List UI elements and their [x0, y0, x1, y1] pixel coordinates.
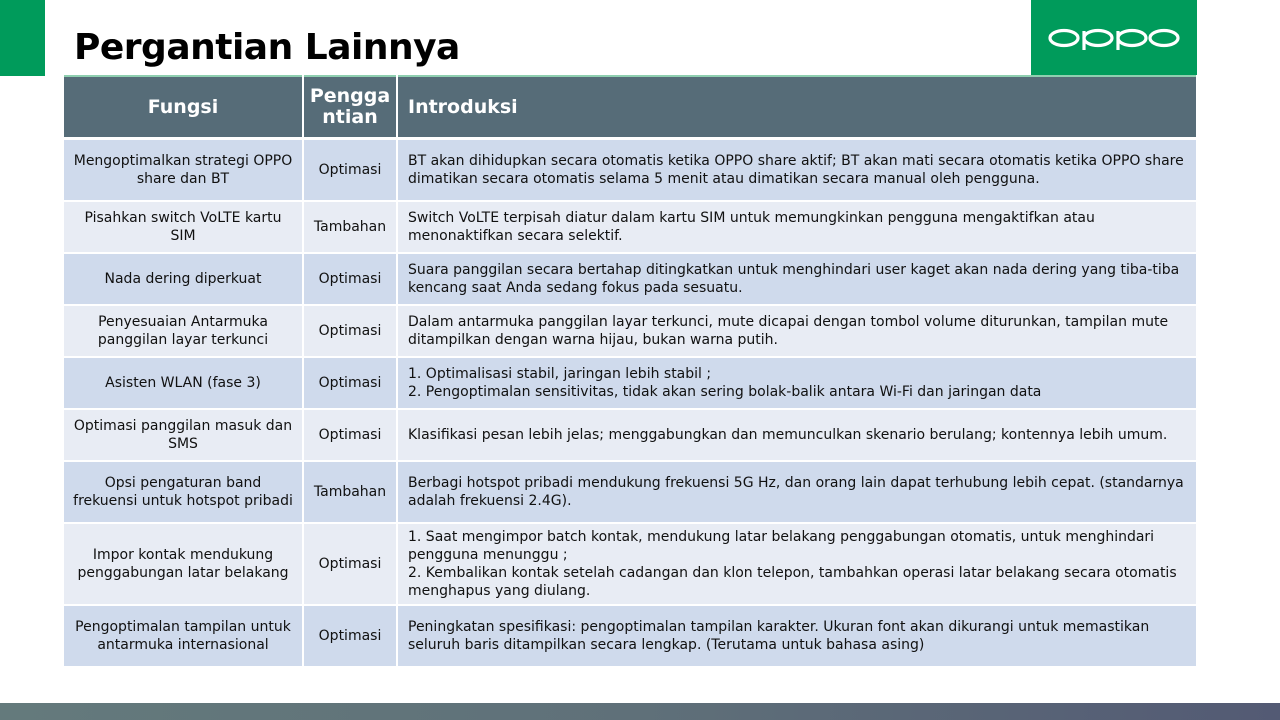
cell-introduksi [397, 305, 1196, 357]
cell-penggantian: Optimasi [303, 605, 397, 667]
intro-line: Peningkatan spesifikasi: pengoptimalan tampilan karakter. Ukuran font akan dikurangi untuk memastikan seluruh baris ditampilkan secara lengkap. (Terutama untuk bahasa asing) [408, 619, 1150, 653]
cell-introduksi [397, 253, 1196, 305]
cell-introduksi [397, 605, 1196, 667]
table-row [64, 461, 1196, 523]
page-title: Pergantian Lainnya [74, 27, 460, 68]
intro-line: 2. Kembalikan kontak setelah cadangan dan klon telepon, tambahkan operasi latar belakang secara otomatis menghapus yang diulang. [408, 565, 1177, 599]
cell-penggantian: Optimasi [303, 305, 397, 357]
changes-table [64, 75, 1196, 668]
cell-fungsi: Asisten WLAN (fase 3) [64, 357, 303, 409]
table-row [64, 409, 1196, 461]
header-penggantian-line-1: Pengga [309, 85, 391, 107]
cell-fungsi: Optimasi panggilan masuk dan SMS [64, 409, 303, 461]
table-row [64, 253, 1196, 305]
intro-line: Suara panggilan secara bertahap ditingkatkan untuk menghindari user kaget akan nada dering yang tiba-tiba kencang saat Anda sedang fokus pada sesuatu. [408, 262, 1180, 296]
intro-line: 2. Pengoptimalan sensitivitas, tidak akan sering bolak-balik antara Wi-Fi dan jaringan data [408, 384, 1042, 400]
header-penggantian-line-2: ntian [322, 106, 378, 128]
cell-introduksi [397, 357, 1196, 409]
table-row [64, 201, 1196, 253]
cell-introduksi [397, 139, 1196, 202]
header-introduksi: Introduksi [397, 76, 1196, 139]
cell-fungsi: Penyesuaian Antarmuka panggilan layar terkunci [64, 305, 303, 357]
intro-line: 1. Optimalisasi stabil, jaringan lebih stabil ; [408, 366, 712, 382]
intro-line: Klasifikasi pesan lebih jelas; menggabungkan dan memunculkan skenario berulang; kontennya lebih umum. [408, 427, 1168, 443]
cell-penggantian: Tambahan [303, 201, 397, 253]
cell-fungsi: Mengoptimalkan strategi OPPO share dan BT [64, 139, 303, 202]
intro-line: 1. Saat mengimpor batch kontak, mendukung latar belakang penggabungan otomatis, untuk menghindari pengguna menunggu ; [408, 529, 1155, 563]
oppo-logo [1031, 0, 1197, 75]
cell-penggantian: Optimasi [303, 409, 397, 461]
cell-penggantian: Optimasi [303, 253, 397, 305]
table-row [64, 305, 1196, 357]
cell-fungsi: Nada dering diperkuat [64, 253, 303, 305]
cell-introduksi [397, 523, 1196, 605]
cell-penggantian: Optimasi [303, 523, 397, 605]
table-row [64, 523, 1196, 605]
header-penggantian [303, 76, 397, 139]
cell-fungsi: Opsi pengaturan band frekuensi untuk hotspot pribadi [64, 461, 303, 523]
intro-line: Dalam antarmuka panggilan layar terkunci, mute dicapai dengan tombol volume diturunkan, tampilan mute ditampilkan dengan warna hijau, bukan warna putih. [408, 314, 1169, 348]
cell-introduksi [397, 201, 1196, 253]
cell-penggantian: Tambahan [303, 461, 397, 523]
cell-fungsi: Impor kontak mendukung penggabungan latar belakang [64, 523, 303, 605]
table-row [64, 139, 1196, 202]
oppo-logo-icon [1048, 25, 1180, 51]
left-accent-bar [0, 0, 45, 76]
table-header-row [64, 76, 1196, 139]
footer-bar [0, 703, 1280, 720]
intro-line: Switch VoLTE terpisah diatur dalam kartu SIM untuk memungkinkan pengguna mengaktifkan atau menonaktifkan secara selektif. [408, 210, 1095, 244]
intro-line: Berbagi hotspot pribadi mendukung frekuensi 5G Hz, dan orang lain dapat terhubung lebih cepat. (standarnya adalah frekuensi 2.4G). [408, 475, 1184, 509]
cell-penggantian: Optimasi [303, 139, 397, 202]
cell-introduksi [397, 409, 1196, 461]
table-row [64, 357, 1196, 409]
table-row [64, 605, 1196, 667]
cell-penggantian: Optimasi [303, 357, 397, 409]
header-fungsi: Fungsi [64, 76, 303, 139]
cell-fungsi: Pengoptimalan tampilan untuk antarmuka internasional [64, 605, 303, 667]
cell-fungsi: Pisahkan switch VoLTE kartu SIM [64, 201, 303, 253]
intro-line: BT akan dihidupkan secara otomatis ketika OPPO share aktif; BT akan mati secara otomatis ketika OPPO share dimatikan secara otomatis selama 5 menit atau dimatikan secara manual oleh pengguna. [408, 153, 1184, 187]
cell-introduksi [397, 461, 1196, 523]
